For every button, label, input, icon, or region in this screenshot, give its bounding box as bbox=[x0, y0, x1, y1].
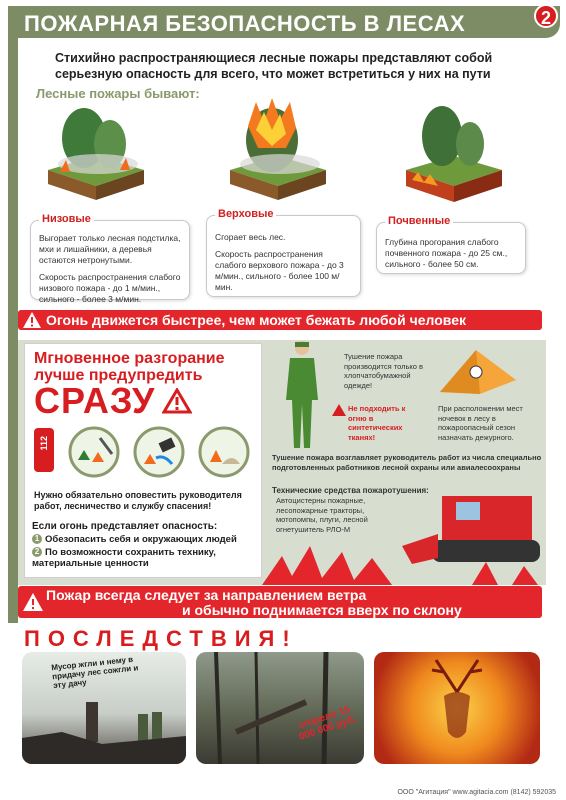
synthetic-warning: Не подходить к огню в синтетических тканях! bbox=[348, 404, 406, 442]
ground-fire-illustration bbox=[40, 98, 152, 208]
bullet-2: 2 bbox=[32, 547, 42, 557]
page-title: ПОЖАРНАЯ БЕЗОПАСНОСТЬ В ЛЕСАХ bbox=[24, 11, 466, 36]
photo1-caption: Мусор жгли и нему в придачу лес сожгли и эту дачу bbox=[50, 654, 139, 691]
ground-fire-card bbox=[30, 213, 190, 304]
bullet-1: 1 bbox=[32, 534, 42, 544]
soil-fire-card bbox=[376, 215, 526, 274]
footer-credit: ООО "Агитация" www.agitacia.com (8142) 592035 bbox=[397, 789, 556, 796]
danger-item bbox=[32, 534, 262, 545]
intro-text: Стихийно распространяющиеся лесные пожары представляют собой серьезную опасность для всего, что может встретиться у них на пути bbox=[55, 51, 493, 81]
ground-fire-desc: Выгорает только лесная подстилка, мхи и лишайники, а деревья остаются нетронутыми. bbox=[39, 233, 181, 265]
danger-heading: Если огонь представляет опасность: bbox=[32, 521, 218, 532]
soil-fire-desc: Глубина прогорания слабого почвенного пожара - до 25 см., сильного - более 50 см. bbox=[385, 237, 508, 269]
fire-types-heading: Лесные пожары бывают: bbox=[36, 86, 200, 101]
danger-item-2: По возможности сохранить технику, материальные ценности bbox=[32, 547, 216, 569]
ground-fire-speed: Скорость распространения слабого низового пожара - до 1 м/мин., сильного - более 3 м/мин. bbox=[39, 272, 181, 304]
flash-heading-2: лучше предупредить bbox=[34, 367, 203, 384]
photo-burned-house bbox=[22, 652, 186, 764]
warning-speed-text: Огонь движется быстрее, чем может бежать любой человек bbox=[46, 312, 466, 328]
firefighter-figure bbox=[278, 340, 328, 452]
notify-text: Нужно обязательно оповестить руководителя работ, лесничество и службу спасения! bbox=[34, 490, 242, 511]
warning-wind-line2: и обычно поднимается вверх по склону bbox=[182, 602, 462, 618]
crown-fire-speed: Скорость распространения слабого верхового пожара - до 3 м/мин., сильного - более 100 м/мин. bbox=[215, 249, 344, 292]
tent-illustration bbox=[436, 344, 520, 396]
danger-list bbox=[32, 534, 262, 569]
tent-note: При расположении мест ночевок в лесу в пожароопасный сезон назначать дежурного. bbox=[438, 404, 523, 442]
leader-note: Тушение пожара возглавляет руководитель работ из числа специально подготовленных работников лесной охраны или авиалесоохраны bbox=[272, 453, 542, 472]
phone-icon bbox=[34, 428, 54, 472]
warning-triangle-icon bbox=[22, 592, 44, 612]
cotton-clothing-note: Тушение пожара производится только в хлопчатобумажной одежде! bbox=[344, 352, 423, 390]
tech-text: Автоцистерны пожарные, лесопожарные тракторы, мотопомпы, плуги, лесной огнетушитель РЛО-М bbox=[276, 496, 368, 534]
alert-triangle-icon bbox=[162, 388, 192, 414]
flash-big-word: СРАЗУ bbox=[34, 380, 156, 421]
crown-fire-title: Верховые bbox=[215, 208, 276, 220]
warning-wind-line1: Пожар всегда следует за направлением ветра bbox=[46, 587, 367, 603]
photo-burned-forest bbox=[196, 652, 364, 764]
danger-item-1: Обезопасить себя и окружающих людей bbox=[45, 534, 237, 545]
warning-triangle-icon bbox=[22, 311, 42, 329]
crown-fire-desc: Сгорает весь лес. bbox=[215, 232, 286, 242]
crown-fire-card bbox=[206, 208, 361, 297]
ground-fire-title: Низовые bbox=[39, 213, 94, 225]
flash-heading-1: Мгновенное разгорание bbox=[34, 350, 225, 367]
left-accent-bar bbox=[8, 38, 18, 623]
photo2-caption: сгорело 15 000 000 руб. bbox=[297, 704, 358, 743]
no-fire-icons bbox=[64, 424, 254, 484]
soil-fire-illustration bbox=[398, 100, 510, 210]
photo-fire-deer bbox=[374, 652, 540, 764]
danger-item bbox=[32, 547, 262, 569]
fire-truck-illustration bbox=[262, 486, 546, 585]
consequences-heading: ПОСЛЕДСТВИЯ! bbox=[24, 626, 298, 651]
tech-heading: Технические средства пожаротушения: bbox=[272, 486, 429, 495]
page-number-badge: 2 bbox=[534, 4, 558, 28]
warning-small-icon bbox=[332, 404, 346, 416]
phone-number: 112 bbox=[39, 436, 49, 451]
crown-fire-illustration bbox=[222, 96, 334, 206]
soil-fire-title: Почвенные bbox=[385, 215, 453, 227]
